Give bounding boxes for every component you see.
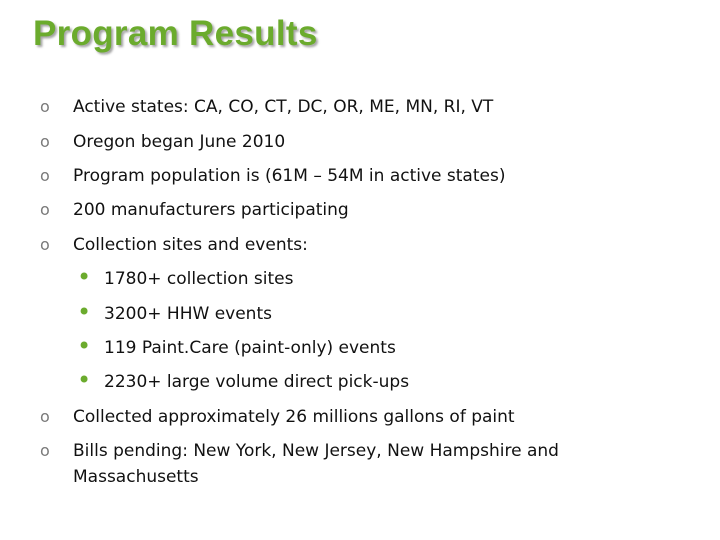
bullet-icon: o — [40, 97, 50, 116]
list-item-text: Oregon began June 2010 — [73, 132, 286, 152]
list-item-text: Collected approximately 26 millions gallons of paint — [73, 407, 515, 427]
sub-list-item-text: 3200+ HHW events — [104, 304, 272, 324]
slide-title: Program Results — [33, 14, 318, 53]
list-item-text: 200 manufacturers participating — [73, 200, 349, 220]
bullet-icon: o — [40, 132, 50, 151]
list-item-text: Collection sites and events: — [73, 235, 308, 255]
bullet-icon: o — [40, 166, 50, 185]
list-item-text: Program population is (61M – 54M in active states) — [73, 166, 506, 186]
bullet-icon: o — [40, 441, 50, 460]
sub-bullet-icon: • — [77, 332, 92, 360]
sub-bullet-icon: • — [77, 366, 92, 394]
bullet-icon: o — [40, 235, 50, 254]
bullet-icon: o — [40, 200, 50, 219]
list-item-text: Bills pending: New York, New Jersey, New Hampshire and Massachusetts — [73, 441, 559, 487]
sub-bullet-icon: • — [77, 263, 92, 291]
sub-list-item-text: 1780+ collection sites — [104, 269, 294, 289]
bullet-icon: o — [40, 407, 50, 426]
sub-bullet-icon: • — [77, 298, 92, 326]
list-item-text: Active states: CA, CO, CT, DC, OR, ME, MN, RI, VT — [73, 97, 494, 117]
sub-list-item-text: 2230+ large volume direct pick-ups — [104, 372, 410, 392]
sub-list-item-text: 119 Paint.Care (paint-only) events — [104, 338, 396, 358]
